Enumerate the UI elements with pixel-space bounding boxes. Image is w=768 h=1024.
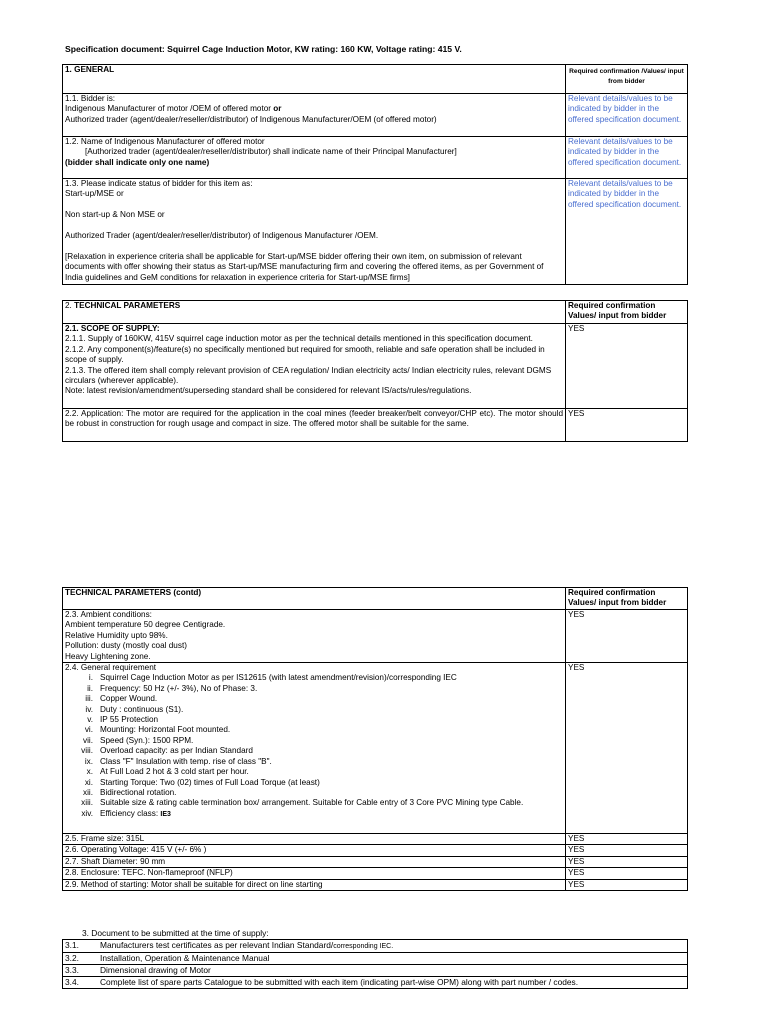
requirement-item bbox=[65, 798, 563, 808]
row-text: 2.1. SCOPE OF SUPPLY: bbox=[65, 324, 160, 333]
general-row-1-1 bbox=[63, 94, 688, 137]
response-cell: Relevant details/values to be indicated by bidder in the offered specification document. bbox=[566, 179, 688, 285]
documents-heading: 3. Document to be submitted at the time of supply: bbox=[82, 928, 269, 938]
requirement-item bbox=[65, 684, 563, 694]
spec-cell: 2.7. Shaft Diameter: 90 mm bbox=[63, 856, 566, 867]
row-text: 2.3. Ambient conditions: bbox=[65, 610, 152, 619]
requirement-num: i. bbox=[88, 673, 93, 683]
technical-response-header: Required confirmation Values/ input from bidder bbox=[566, 301, 688, 324]
spec-row bbox=[63, 856, 688, 867]
requirement-num: ii. bbox=[87, 683, 93, 693]
scope-of-supply-row bbox=[63, 324, 688, 409]
requirement-num: x. bbox=[86, 767, 93, 777]
efficiency-class-value: IE3 bbox=[160, 810, 171, 818]
bidder-status-cell bbox=[63, 179, 566, 285]
row-text: 2.1.1. Supply of 160KW, 415V squirrel cage induction motor as per the technical details mentioned in this specification document. bbox=[65, 334, 533, 344]
response-cell: Relevant details/values to be indicated by bidder in the offered specification document. bbox=[566, 137, 688, 179]
response-cell: YES bbox=[566, 610, 688, 663]
response-cell: YES bbox=[566, 663, 688, 834]
requirement-item bbox=[65, 746, 563, 756]
document-num: 3.1. bbox=[65, 940, 79, 950]
row-text: Indigenous Manufacturer of motor /OEM of offered motor or bbox=[65, 104, 282, 114]
requirement-list bbox=[65, 673, 563, 820]
requirement-item bbox=[65, 725, 563, 735]
bidder-type-cell bbox=[63, 94, 566, 137]
row-text: Start-up/MSE or bbox=[65, 189, 124, 199]
response-cell: YES bbox=[566, 856, 688, 867]
row-text: 1.1. Bidder is: bbox=[65, 94, 116, 103]
document-row bbox=[63, 953, 688, 965]
technical-header-row bbox=[63, 301, 688, 324]
row-text: (bidder shall indicate only one name) bbox=[65, 157, 210, 167]
application-cell: 2.2. Application: The motor are required for the application in the coal mines (feeder breaker/belt conveyor/CHP etc). The motor should be robust in construction for rough usage and compact in size. The offered motor shall be suitable for the same. bbox=[63, 409, 566, 442]
requirement-num: vi. bbox=[84, 725, 93, 735]
requirement-text: Class "F" Insulation with temp. rise of class "B". bbox=[100, 756, 272, 766]
general-header-row bbox=[63, 65, 688, 94]
spec-row bbox=[63, 868, 688, 879]
requirement-num: xiii. bbox=[81, 798, 93, 808]
requirement-item bbox=[65, 767, 563, 777]
requirement-item bbox=[65, 757, 563, 767]
general-row-1-2 bbox=[63, 137, 688, 179]
application-row bbox=[63, 409, 688, 442]
requirement-item bbox=[65, 778, 563, 788]
manufacturer-name-cell bbox=[63, 137, 566, 179]
document-num: 3.4. bbox=[65, 977, 79, 987]
requirement-num: vii. bbox=[82, 735, 93, 745]
requirement-text: Squirrel Cage Induction Motor as per IS12615 (with latest amendment/revision)/corresponding IEC bbox=[100, 673, 457, 683]
requirement-num: xii. bbox=[82, 787, 93, 797]
requirement-num: viii. bbox=[81, 746, 93, 756]
spec-cell: 2.6. Operating Voltage: 415 V (+/- 6% ) bbox=[63, 845, 566, 856]
document-row bbox=[63, 977, 688, 989]
requirement-num: ix. bbox=[84, 756, 93, 766]
row-text: Authorized Trader (agent/dealer/reseller/distributor) of Indigenous Manufacturer /OEM. bbox=[65, 231, 379, 240]
requirement-text: Bidirectional rotation. bbox=[100, 787, 177, 797]
requirement-item bbox=[65, 705, 563, 715]
response-cell: YES bbox=[566, 868, 688, 879]
row-text: Ambient temperature 50 degree Centigrade. bbox=[65, 620, 226, 630]
ambient-conditions-row bbox=[63, 610, 688, 663]
requirement-num: xi. bbox=[84, 777, 93, 787]
response-cell: YES bbox=[566, 845, 688, 856]
requirement-text: Starting Torque: Two (02) times of Full Load Torque (at least) bbox=[100, 777, 320, 787]
requirement-text: Speed (Syn.): 1500 RPM. bbox=[100, 735, 194, 745]
general-response-header: Required confirmation /Values/ input from bidder bbox=[566, 65, 688, 94]
technical-table bbox=[62, 300, 688, 442]
requirement-item bbox=[65, 736, 563, 746]
requirement-item bbox=[65, 788, 563, 798]
requirement-item bbox=[65, 715, 563, 725]
row-text: Pollution: dusty (mostly coal dust) bbox=[65, 641, 187, 651]
spec-cell: 2.9. Method of starting: Motor shall be suitable for direct on line starting bbox=[63, 879, 566, 890]
document-text: Installation, Operation & Maintenance Manual bbox=[100, 953, 270, 963]
document-text: Manufacturers test certificates as per relevant Indian Standard/ bbox=[100, 940, 334, 950]
document-title: Specification document: Squirrel Cage Induction Motor, KW rating: 160 KW, Voltage rating: 415 V. bbox=[65, 44, 462, 54]
technical-heading: 2. TECHNICAL PARAMETERS bbox=[63, 301, 566, 324]
technical-contd-table bbox=[62, 587, 688, 891]
row-text: Authorized trader (agent/dealer/reseller/distributor) of Indigenous Manufacturer/OEM (of offered motor) bbox=[65, 114, 437, 124]
row-text: Note: latest revision/amendment/superseding standard shall be considered for relevant IS/acts/rules/regulations. bbox=[65, 386, 472, 396]
document-text: Complete list of spare parts Catalogue to be submitted with each item (indicating part-wise OPM) along with part number / codes. bbox=[100, 977, 579, 987]
row-text: Non start-up & Non MSE or bbox=[65, 210, 165, 220]
document-text: Dimensional drawing of Motor bbox=[100, 965, 211, 975]
response-cell: Relevant details/values to be indicated by bidder in the offered specification document. bbox=[566, 94, 688, 137]
requirement-text: Copper Wound. bbox=[100, 694, 158, 704]
spec-row bbox=[63, 879, 688, 890]
requirement-text: Frequency: 50 Hz (+/- 3%), No of Phase: 3. bbox=[100, 683, 258, 693]
requirement-num: v. bbox=[87, 715, 93, 725]
requirement-num: iii. bbox=[85, 694, 93, 704]
row-text: Heavy Lightening zone. bbox=[65, 651, 151, 661]
or-word: or bbox=[273, 104, 282, 114]
row-text: 1.3. Please indicate status of bidder for this item as: bbox=[65, 179, 253, 188]
response-cell: YES bbox=[566, 409, 688, 442]
row-text: [Relaxation in experience criteria shall be applicable for Start-up/MSE bidder offering their own item, on submission of relevant documents with offer showing their status as Start-up/MSE manufacturing firm and covering the offered items, as per Government of India guidelines and GeM conditions for relaxation in experience criteria for Start-up/MSE firms] bbox=[65, 251, 544, 282]
technical-contd-heading: TECHNICAL PARAMETERS (contd) bbox=[63, 588, 566, 610]
response-cell: YES bbox=[566, 879, 688, 890]
row-text: Relative Humidity upto 98%. bbox=[65, 630, 168, 640]
requirement-text: Duty : continuous (S1). bbox=[100, 704, 184, 714]
scope-cell bbox=[63, 324, 566, 409]
requirement-item bbox=[65, 673, 563, 683]
row-text: [Authorized trader (agent/dealer/reseller/distributor) shall indicate name of their Principal Manufacturer] bbox=[85, 147, 457, 157]
row-text: 2.1.3. The offered item shall comply relevant provision of CEA regulation/ Indian electricity acts/ Indian electricity rules, relevant DGMS circulars (wherever applicable). bbox=[65, 365, 552, 386]
requirement-text: IP 55 Protection bbox=[100, 715, 159, 725]
technical-contd-header-row bbox=[63, 588, 688, 610]
document-num: 3.3. bbox=[65, 965, 79, 975]
general-requirement-cell bbox=[63, 663, 566, 834]
response-cell: YES bbox=[566, 324, 688, 409]
document-num: 3.2. bbox=[65, 953, 79, 963]
spec-row bbox=[63, 834, 688, 845]
general-table bbox=[62, 64, 688, 285]
response-cell: YES bbox=[566, 834, 688, 845]
requirement-text: Mounting: Horizontal Foot mounted. bbox=[100, 725, 231, 735]
document-row bbox=[63, 940, 688, 953]
requirement-item bbox=[65, 809, 563, 820]
requirement-text: Suitable size & rating cable termination box/ arrangement. Suitable for Cable entry of 3 Core PVC Mining type Cable. bbox=[100, 798, 524, 808]
documents-table bbox=[62, 939, 688, 989]
requirement-item bbox=[65, 694, 563, 704]
spec-cell: 2.8. Enclosure: TEFC. Non-flameproof (NFLP) bbox=[63, 868, 566, 879]
general-heading: 1. GENERAL bbox=[63, 65, 566, 94]
requirement-num: xiv. bbox=[81, 808, 93, 818]
requirement-num: iv. bbox=[85, 704, 93, 714]
requirement-text: Overload capacity: as per Indian Standard bbox=[100, 746, 253, 756]
technical-contd-response-header: Required confirmation Values/ input from bidder bbox=[566, 588, 688, 610]
document-row bbox=[63, 965, 688, 977]
requirement-text: Efficiency class: IE3 bbox=[100, 808, 171, 818]
general-requirement-row bbox=[63, 663, 688, 834]
ambient-cell bbox=[63, 610, 566, 663]
spec-row bbox=[63, 845, 688, 856]
row-text: 2.4. General requirement bbox=[65, 663, 157, 673]
document-text-small: corresponding IEC. bbox=[333, 943, 394, 950]
requirement-text: At Full Load 2 hot & 3 cold start per hour. bbox=[100, 767, 249, 777]
row-text: 1.2. Name of Indigenous Manufacturer of offered motor bbox=[65, 137, 265, 146]
row-text: 2.1.2. Any component(s)/feature(s) no specifically mentioned but required for smooth, reliable and safe operation shall be included in scope of supply. bbox=[65, 344, 545, 365]
general-row-1-3 bbox=[63, 179, 688, 285]
spec-cell: 2.5. Frame size: 315L bbox=[63, 834, 566, 845]
